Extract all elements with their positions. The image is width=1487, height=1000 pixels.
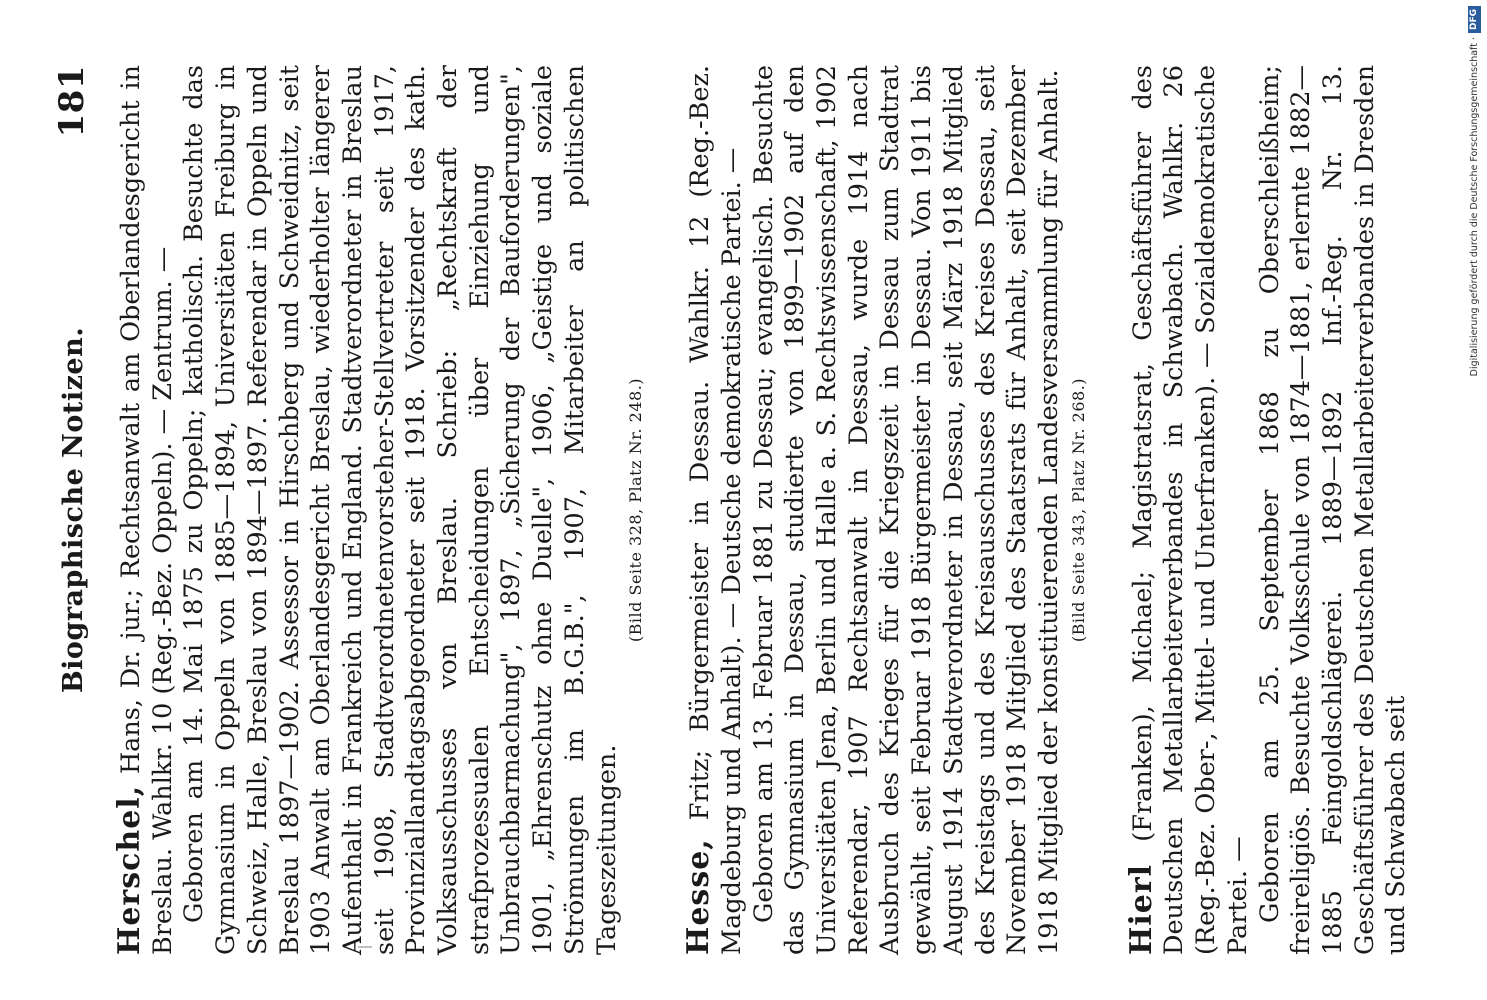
running-head — [52, 65, 104, 955]
funding-note — [1465, 6, 1483, 390]
biography-entry-hierl — [1123, 65, 1413, 955]
page-sheet — [52, 65, 1412, 955]
biography-entry-herschel — [114, 65, 623, 955]
entry-intro — [1123, 65, 1255, 955]
biography-entry-hesse — [683, 65, 1065, 955]
entry-body: Geboren am 25. September 1868 zu Oberschleißheim; freireligiös. Besuchte Volksschule von 1874—1881, erlernte 1882—1885 Feingoldschlägerei. 1889—1892 Inf.-Reg. Nr. 13. Geschäftsführer des Deutschen Metallarbeiterverbandes in Dresden und Schwabach seit — [1254, 65, 1412, 955]
funding-note-text: Digitalisierung gefördert durch die Deutsche Forschungsgemeinschaft · — [1468, 37, 1480, 377]
entry-intro — [683, 65, 748, 955]
image-reference-caption: (Bild Seite 343, Platz Nr. 268.) — [1068, 377, 1088, 643]
entry-headword: Herschel, — [112, 784, 147, 955]
dfg-logo: DFG — [1468, 6, 1481, 33]
entry-headword: Hierl — [1123, 863, 1159, 955]
page-number: 181 — [52, 65, 92, 138]
entry-intro-text: (Franken), Michael; Magistratsrat, Geschäftsführer des Deutschen Metallarbeiterverbandes in Schwabach. Wahlkr. 26 (Reg.-Bez. Ober-, Mittel- und Unterfranken). — Sozialdemokratische Partei. — — [1127, 65, 1253, 955]
entry-body: Geboren am 14. Mai 1875 zu Oppeln; katholisch. Besuchte das Gymnasium in Oppeln von 1885—1894, Universitäten Freiburg in Schweiz, Halle, Breslau von 1894—1897. Referendar in Oppeln und Breslau 1897—1902. Assessor in Hirschberg und Schweidnitz, seit 1903 Anwalt am Oberlandesgericht Breslau, wiederholter längerer Aufenthalt in Frankreich und England. Stadtverordneter in Breslau seit 1908, Stadtverordnetenvorsteher-Stellvertreter seit 1917, Provinziallandtagsabgeordneter seit 1918. Vorsitzender des kath. Volksausschusses von Breslau. Schrieb: „Rechtskraft der strafprozessualen Entscheidungen über Einziehung und Unbrauchbarmachung", 1897, „Sicherung der Bauforderungen", 1901, „Ehrenschutz ohne Duelle", 1906, „Geistige und soziale Strömungen im B.G.B.", 1907, Mitarbeiter an politischen Tageszeitungen. — [179, 65, 622, 955]
entry-headword: Hesse, — [681, 838, 717, 955]
entry-body: Geboren am 13. Februar 1881 zu Dessau; evangelisch. Besuchte das Gymnasium in Dessau, studierte von 1899—1902 auf den Universitäten Jena, Berlin und Halle a. S. Rechtswissenschaft, 1902 Referendar, 1907 Rechtsanwalt in Dessau, wurde 1914 nach Ausbruch des Krieges für die Kriegszeit in Dessau zum Stadtrat gewählt, seit Februar 1918 Bürgermeister in Dessau. Von 1911 bis August 1914 Stadtverordneter in Dessau, seit März 1918 Mitglied des Kreistags und des Kreisausschusses des Kreises Dessau, seit November 1918 Mitglied des Staatsrats für Anhalt, seit Dezember 1918 Mitglied der konstituierenden Landesversammlung für Anhalt. — [748, 65, 1064, 955]
entry-intro-text: Hans, Dr. jur.; Rechtsanwalt am Oberlandesgericht in Breslau. Wahlkr. 10 (Reg.-Bez. Oppeln). — Zentrum. — — [116, 65, 178, 955]
image-reference-caption: (Bild Seite 328, Platz Nr. 248.) — [626, 377, 646, 643]
entry-intro — [114, 65, 179, 955]
page-title: Biographische Notizen. — [58, 326, 89, 694]
entry-intro-text: Fritz; Bürgermeister in Dessau. Wahlkr. 12 (Reg.-Bez. Magdeburg und Anhalt). — Deutsche demokratische Partei. — — [685, 65, 747, 955]
